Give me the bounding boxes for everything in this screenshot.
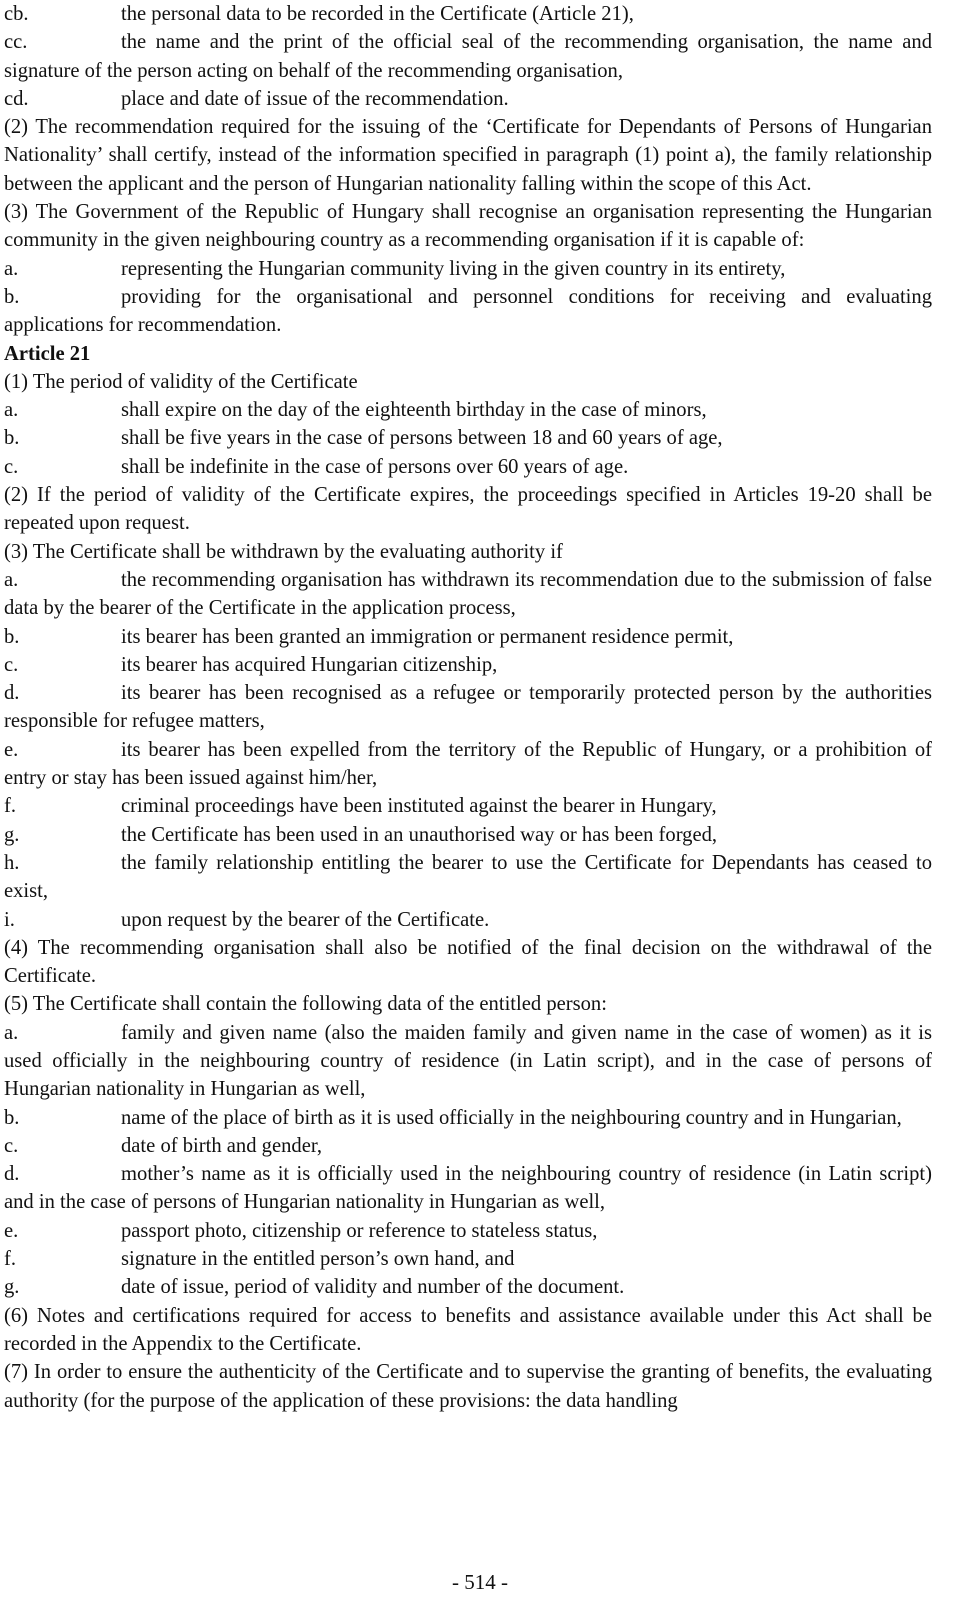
list-item — [4, 1132, 932, 1160]
list-item-text: its bearer has acquired Hungarian citizenship, — [121, 653, 498, 676]
document-body — [4, 0, 932, 1415]
list-item-text: shall expire on the day of the eighteenth birthday in the case of minors, — [121, 399, 707, 422]
list-item-label: a. — [4, 1021, 19, 1044]
paragraph: (6) Notes and certifications required for access to benefits and assistance available under this Act shall be recorded in the Appendix to the Certificate. — [4, 1304, 932, 1355]
list-item — [4, 1217, 932, 1245]
list-item-label: d. — [4, 1163, 20, 1186]
list-item-label: d. — [4, 682, 20, 705]
list-item-text: name of the place of birth as it is used officially in the neighbouring country and in Hungarian, — [121, 1106, 902, 1129]
list-item — [4, 1104, 932, 1132]
list-item-text: the family relationship entitling the bearer to use the Certificate for Dependants has ceased to exist, — [4, 851, 932, 903]
list-item-text: shall be indefinite in the case of persons over 60 years of age. — [121, 455, 629, 478]
list-item-label: g. — [4, 1276, 20, 1299]
list-item — [4, 396, 932, 424]
list-item-label: i. — [4, 908, 15, 931]
list-item-label: f. — [4, 795, 17, 818]
list-item — [4, 424, 932, 452]
list-item-text: its bearer has been recognised as a refugee or temporarily protected person by the authorities responsible for refugee matters, — [4, 682, 932, 733]
list-item-label: a. — [4, 568, 19, 591]
list-item — [4, 1019, 932, 1104]
paragraph: (3) The Government of the Republic of Hungary shall recognise an organisation representing the Hungarian community in the given neighbouring country as a recommending organisation if it is capable of: — [4, 201, 932, 252]
list-item — [4, 283, 932, 340]
list-item-text: date of issue, period of validity and number of the document. — [121, 1276, 625, 1299]
list-item-text: date of birth and gender, — [121, 1134, 323, 1157]
list-item — [4, 1273, 932, 1301]
list-item-label: b. — [4, 625, 20, 648]
list-item-label: a. — [4, 257, 19, 280]
list-item-label: e. — [4, 1219, 19, 1242]
list-item — [4, 792, 932, 820]
paragraph: (5) The Certificate shall contain the following data of the entitled person: — [4, 993, 607, 1016]
list-item — [4, 0, 932, 28]
list-item-label: b. — [4, 1106, 20, 1129]
list-item-label: cd. — [4, 87, 29, 110]
list-item-label: e. — [4, 738, 19, 761]
list-item — [4, 1160, 932, 1217]
list-item — [4, 906, 932, 934]
list-item-text: criminal proceedings have been instituted against the bearer in Hungary, — [121, 795, 717, 818]
list-item-text: the recommending organisation has withdrawn its recommendation due to the submission of false data by the bearer of the Certificate in the application process, — [4, 568, 932, 620]
paragraph: (3) The Certificate shall be withdrawn by the evaluating authority if — [4, 540, 563, 563]
list-item-text: the Certificate has been used in an unauthorised way or has been forged, — [121, 823, 718, 846]
list-item — [4, 651, 932, 679]
page-number: - 514 - — [452, 1570, 508, 1594]
list-item-text: family and given name (also the maiden family and given name in the case of women) as it is used officially in the neighbouring country of residence (in Latin script), and in the case of persons of Hungarian nationality in Hungarian as well, — [4, 1021, 932, 1101]
list-item-text: its bearer has been expelled from the territory of the Republic of Hungary, or a prohibition of entry or stay has been issued against him/her, — [4, 738, 932, 790]
list-item-label: c. — [4, 455, 19, 478]
list-item-label: f. — [4, 1248, 17, 1271]
list-item-text: mother’s name as it is officially used in the neighbouring country of residence (in Latin script) and in the case of persons of Hungarian nationality in Hungarian as well, — [4, 1163, 932, 1214]
list-item — [4, 85, 932, 113]
list-item-text: shall be five years in the case of persons between 18 and 60 years of age, — [121, 427, 723, 450]
list-item-label: cb. — [4, 3, 29, 25]
list-item-text: the name and the print of the official seal of the recommending organisation, the name and signature of the person acting on behalf of the recommending organisation, — [4, 31, 932, 82]
list-item-label: b. — [4, 285, 20, 308]
list-item-label: a. — [4, 399, 19, 422]
list-item-label: c. — [4, 1134, 19, 1157]
paragraph: (4) The recommending organisation shall also be notified of the final decision on the withdrawal of the Certificate. — [4, 936, 932, 988]
list-item-text: signature in the entitled person’s own hand, and — [121, 1248, 515, 1271]
list-item-label: h. — [4, 851, 20, 874]
list-item — [4, 849, 932, 906]
list-item — [4, 566, 932, 623]
list-item — [4, 679, 932, 736]
article-heading: Article 21 — [4, 342, 91, 365]
list-item-text: its bearer has been granted an immigration or permanent residence permit, — [121, 625, 734, 648]
list-item-label: c. — [4, 653, 19, 676]
paragraph: (1) The period of validity of the Certificate — [4, 370, 358, 393]
list-item — [4, 821, 932, 849]
list-item-label: g. — [4, 823, 20, 846]
list-item — [4, 736, 932, 793]
list-item-text: place and date of issue of the recommendation. — [121, 87, 509, 110]
list-item-label: b. — [4, 427, 20, 450]
paragraph: (7) In order to ensure the authenticity of the Certificate and to supervise the granting of benefits, the evaluating authority (for the purpose of the application of these provisions: the data handling — [4, 1361, 932, 1412]
list-item — [4, 623, 932, 651]
paragraph: (2) The recommendation required for the issuing of the ‘Certificate for Dependants of Persons of Hungarian Nationality’ shall certify, instead of the information specified in paragraph (1) point a), the family relationship between the applicant and the person of Hungarian nationality falling within the scope of this Act. — [4, 116, 932, 195]
list-item-text: passport photo, citizenship or reference to stateless status, — [121, 1219, 598, 1242]
paragraph: (2) If the period of validity of the Certificate expires, the proceedings specified in Articles 19-20 shall be repeated upon request. — [4, 484, 932, 535]
list-item — [4, 255, 932, 283]
list-item — [4, 28, 932, 85]
list-item — [4, 1245, 932, 1273]
list-item-text: representing the Hungarian community living in the given country in its entirety, — [121, 257, 786, 280]
list-item — [4, 453, 932, 481]
list-item-label: cc. — [4, 31, 28, 54]
list-item-text: the personal data to be recorded in the Certificate (Article 21), — [121, 3, 634, 25]
list-item-text: providing for the organisational and personnel conditions for receiving and evaluating applications for recommendation. — [4, 285, 932, 337]
list-item-text: upon request by the bearer of the Certificate. — [121, 908, 490, 931]
